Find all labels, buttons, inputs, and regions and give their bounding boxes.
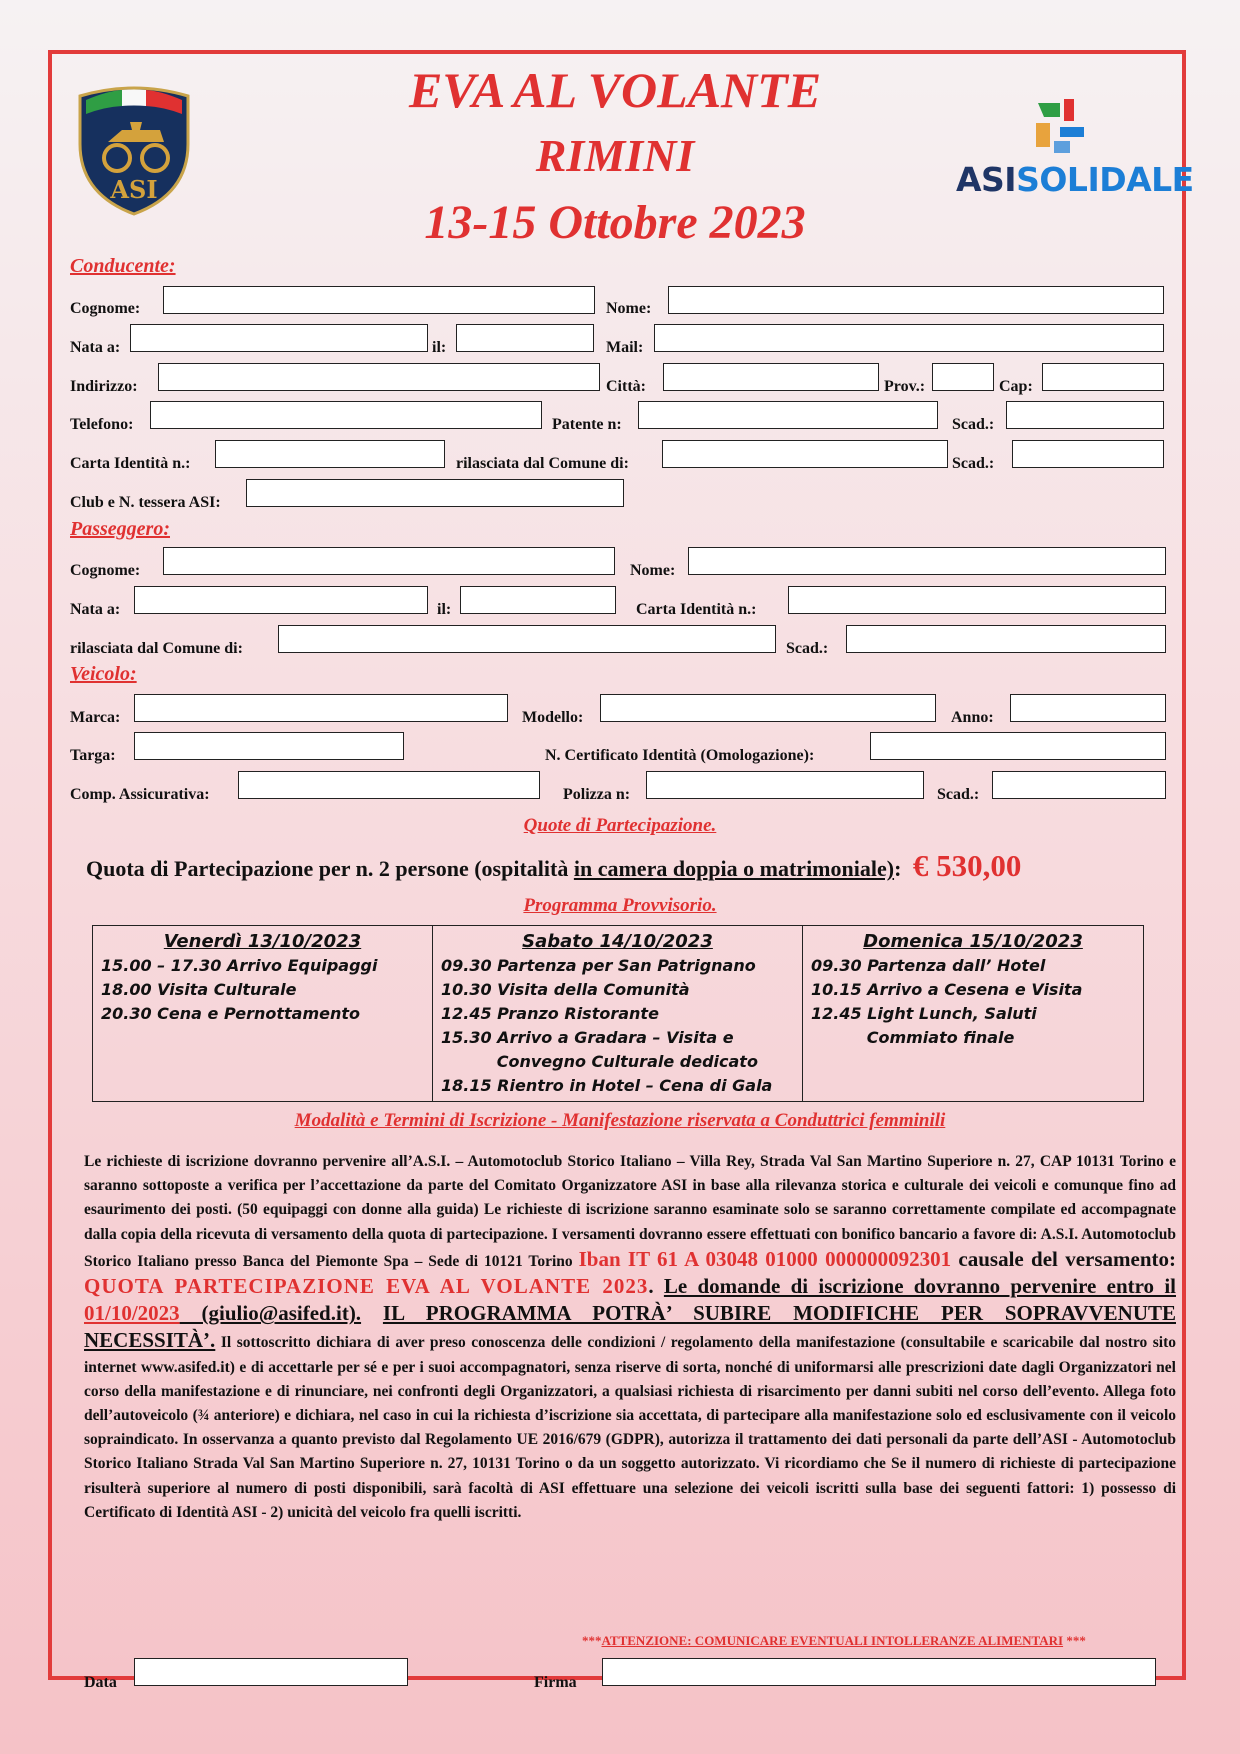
iban: Iban IT 61 A 03048 01000 000000092301 <box>578 1246 952 1271</box>
driver-patente-field[interactable] <box>638 401 938 429</box>
label-polizza: Polizza n: <box>563 786 631 803</box>
vehicle-polizza-scad-field[interactable] <box>992 771 1166 799</box>
passenger-rilasciata-field[interactable] <box>278 625 776 653</box>
label-nata-a: Nata a: <box>70 339 121 356</box>
label-scad: Scad.: <box>952 455 995 472</box>
label-targa: Targa: <box>70 747 116 764</box>
label-prov: Prov.: <box>884 378 926 395</box>
section-veicolo: Veicolo: <box>70 663 137 685</box>
label-patente: Patente n: <box>552 416 622 433</box>
asi-shield-logo <box>72 82 196 218</box>
driver-cap-field[interactable] <box>1042 363 1164 391</box>
event-dates: 13-15 Ottobre 2023 <box>424 196 806 249</box>
attenzione-note: ***ATTENZIONE: COMUNICARE EVENTUALI INTOLLERANZE ALIMENTARI *** <box>582 1633 1086 1648</box>
driver-rilasciata-field[interactable] <box>662 440 948 468</box>
programma-heading: Programma Provvisorio. <box>523 895 717 916</box>
driver-mail-field[interactable] <box>654 324 1164 352</box>
label-telefono: Telefono: <box>70 416 134 433</box>
label-anno: Anno: <box>951 709 994 726</box>
programma-table <box>92 925 1144 1102</box>
driver-indirizzo-field[interactable] <box>158 363 600 391</box>
modalita-heading: Modalità e Termini di Iscrizione - Manifestazione riservata a Conduttrici femminili <box>294 1110 946 1131</box>
event-title: EVA AL VOLANTE <box>408 62 822 118</box>
svg-text:ASI: ASI <box>110 175 158 204</box>
event-city: RIMINI <box>535 130 695 181</box>
label-scad: Scad.: <box>937 786 980 803</box>
label-citta: Città: <box>606 378 646 395</box>
vehicle-marca-field[interactable] <box>134 694 508 722</box>
label-comp-assicurativa: Comp. Assicurativa: <box>70 786 210 803</box>
label-club: Club e N. tessera ASI: <box>70 494 221 511</box>
asi-solidale-logo: ASISOLIDALE <box>956 160 1194 199</box>
firma-field[interactable] <box>602 1658 1156 1686</box>
label-cognome: Cognome: <box>70 562 141 579</box>
driver-citta-field[interactable] <box>663 363 879 391</box>
label-carta-identita: Carta Identità n.: <box>636 601 757 618</box>
driver-club-field[interactable] <box>246 479 624 507</box>
label-carta-identita: Carta Identità n.: <box>70 455 191 472</box>
label-rilasciata: rilasciata dal Comune di: <box>456 455 629 472</box>
passenger-cognome-field[interactable] <box>163 547 615 575</box>
label-scad: Scad.: <box>786 640 829 657</box>
quote-heading: Quote di Partecipazione. <box>523 815 717 836</box>
quote-price: € 530,00 <box>912 848 1022 883</box>
label-firma: Firma <box>534 1674 577 1691</box>
passenger-nata-a-field[interactable] <box>134 586 428 614</box>
programma-day: Venerdì 13/10/2023 15.00 – 17.30 Arrivo Equipaggi 18.00 Visita Culturale 20.30 Cena e Pernottamento <box>93 926 433 1101</box>
label-indirizzo: Indirizzo: <box>70 378 138 395</box>
driver-patente-scad-field[interactable] <box>1006 401 1164 429</box>
quote-line: Quota di Partecipazione per n. 2 persone (ospitalità in camera doppia o matrimoniale): € 530,00 <box>86 848 1022 883</box>
driver-carta-identita-field[interactable] <box>215 440 445 468</box>
label-cognome: Cognome: <box>70 300 141 317</box>
vehicle-assicurazione-field[interactable] <box>238 771 540 799</box>
label-modello: Modello: <box>522 709 584 726</box>
programma-day: Domenica 15/10/2023 09.30 Partenza dall’ Hotel 10.15 Arrivo a Cesena e Visita 12.45 Light Lunch, Saluti Commiato finale <box>811 931 1083 1047</box>
label-nome: Nome: <box>606 300 652 317</box>
label-cap: Cap: <box>999 378 1033 395</box>
label-certificato: N. Certificato Identità (Omologazione): <box>545 747 815 764</box>
driver-nata-a-field[interactable] <box>130 324 428 352</box>
passenger-carta-identita-field[interactable] <box>788 586 1166 614</box>
programma-day: Sabato 14/10/2023 09.30 Partenza per San Patrignano 10.30 Visita della Comunità 12.45 Pranzo Ristorante 15.30 Arrivo a Gradara – Visita e Convegno Culturale dedicato 18.15 Rientro in Hotel – Cena di Gala <box>433 926 803 1101</box>
label-rilasciata: rilasciata dal Comune di: <box>70 640 243 657</box>
vehicle-modello-field[interactable] <box>600 694 936 722</box>
label-nata-a: Nata a: <box>70 601 121 618</box>
driver-prov-field[interactable] <box>932 363 994 391</box>
section-passeggero: Passeggero: <box>70 518 170 540</box>
label-il: il: <box>432 339 447 356</box>
passenger-data-nascita-field[interactable] <box>460 586 616 614</box>
driver-cognome-field[interactable] <box>163 286 595 314</box>
driver-nome-field[interactable] <box>668 286 1164 314</box>
label-mail: Mail: <box>606 339 644 356</box>
label-il: il: <box>437 601 452 618</box>
section-conducente: Conducente: <box>70 255 176 277</box>
label-data: Data <box>84 1674 117 1691</box>
vehicle-polizza-field[interactable] <box>646 771 924 799</box>
label-nome: Nome: <box>630 562 676 579</box>
vehicle-certificato-field[interactable] <box>870 732 1166 760</box>
driver-telefono-field[interactable] <box>150 401 542 429</box>
driver-data-nascita-field[interactable] <box>456 324 594 352</box>
label-marca: Marca: <box>70 709 121 726</box>
hands-icon <box>1030 95 1092 155</box>
passenger-nome-field[interactable] <box>688 547 1166 575</box>
vehicle-targa-field[interactable] <box>134 732 404 760</box>
label-scad: Scad.: <box>952 416 995 433</box>
data-field[interactable] <box>134 1658 408 1686</box>
modalita-body: Le richieste di iscrizione dovranno pervenire all’A.S.I. – Automotoclub Storico Italiano – Villa Rey, Strada Val San Martino Superiore n. 27, CAP 10131 Torino e saranno sottoposte a verifica per l’accettazione da parte del Comitato Organizzatore ASI in base alla rilevanza storica e culturale dei veicoli e comunque fino ad esaurimento dei posti. (50 equipaggi con donne alla guida) Le richieste di iscrizione saranno esaminate solo se saranno correttamente compilate ed accompagnate dalla copia della ricevuta di versamento della quota di partecipazione. I versamenti dovranno essere effettuati con bonifico bancario a favore di: A.S.I. Automotoclub Storico Italiano presso Banca del Piemonte Spa – Sede di 10121 Torino Iban IT 61 A 03048 01000 000000092301 causale del versamento: QUOTA PARTECIPAZIONE EVA AL VOLANTE 2023. Le domande di iscrizione dovranno pervenire entro il 01/10/2023 (giulio@asifed.it). IL PROGRAMMA POTRÀ’ SUBIRE MODIFICHE PER SOPRAVVENUTE NECESSITÀ’. Il sottoscritto dichiara di aver preso conoscenza delle condizioni / regolamento della manifestazione (consultabile e scaricabile dal nostro sito internet www.asifed.it) e di accettarle per sé e per i suoi accompagnatori, senza riserve di sorta, nonché di uniformarsi alle prescrizioni date dagli Organizzatori nel corso della manifestazione e di rinunciare, nei confronti degli Organizzatori, a qualsiasi richiesta di risarcimento per danni subiti nel corso dell’evento. Allega foto dell’autoveicolo (¾ anteriore) e dichiara, nel caso in cui la richiesta d’iscrizione sia accettata, di partecipare alla manifestazione solo ed esclusivamente con il veicolo sopraindicato. In osservanza a quanto previsto dal Regolamento UE 2016/679 (GDPR), autorizza il trattamento dei dati personali da parte dell’ASI - Automotoclub Storico Italiano Strada Val San Martino Superiore n. 27, 10131 Torino o da un soggetto autorizzato. Vi ricordiamo che Se il numero di richieste di partecipazione risulterà superiore al numero di posti disponibili, sarà facoltà di ASI effettuare una selezione dei veicoli iscritti sulla base dei seguenti fattori: 1) possesso di Certificato di Identità ASI - 2) unicità del veicolo fra quelli iscritti. <box>84 1153 1176 1521</box>
vehicle-anno-field[interactable] <box>1010 694 1166 722</box>
driver-carta-scad-field[interactable] <box>1012 440 1164 468</box>
passenger-scad-field[interactable] <box>846 625 1166 653</box>
